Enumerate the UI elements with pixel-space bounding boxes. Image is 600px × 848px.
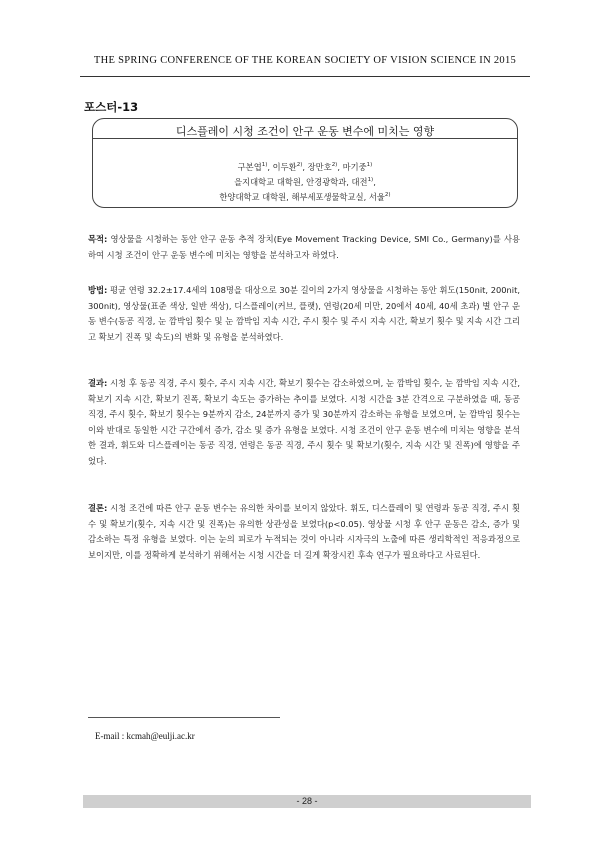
conclusion-section [88, 501, 520, 563]
conference-header: THE SPRING CONFERENCE OF THE KOREAN SOCIETY OF VISION SCIENCE IN 2015 [93, 55, 517, 66]
authors-block [92, 160, 518, 205]
affiliation-1: 을지대학교 대학원, 안경광학과, 대전$^{1)}$, [234, 177, 376, 187]
section-text: 시청 조건에 따른 안구 운동 변수는 유의한 차이를 보이지 않았다. 휘도, 디스플레이 및 연령과 동공 직경, 주시 횟수 및 확보기(횟수, 지속 시간 및 진폭)는 유의한 상관성을 보였다(p<0.05). 영상물 시청 후 안구 운동은 감소, 증가 및 감소하는 특정 유형을 보였다. 이는 눈의 피로가 누적되는 것이 아니라 시자극의 노출에 따른 생리학적인 적응과정으로 보이지만, 이를 정확하게 분석하기 위해서는 시청 시간을 더 길게 확장시킨 후속 연구가 필요하다고 사료된다. [88, 503, 520, 560]
author-sup: 2) [331, 162, 338, 169]
section-label: 방법: [88, 285, 108, 295]
section-label: 목적: [88, 234, 108, 244]
title-divider [92, 138, 518, 139]
author-name: 이두환 [272, 162, 297, 172]
author-name: 마기중 [342, 162, 367, 172]
author-sup: 1) [261, 162, 268, 169]
purpose-section [88, 232, 520, 263]
poster-label: 포스터-13 [84, 100, 139, 114]
header-divider [80, 76, 530, 77]
author-names: 구본엽$^{1)}$, 이두환$^{2)}$, 장만호$^{2)}$, 마기중$^{1)}$ [237, 162, 373, 172]
author-name: 장만호 [307, 162, 332, 172]
author-sup: 1) [366, 162, 373, 169]
section-label: 결과: [88, 378, 108, 388]
page-number: - 28 - [296, 796, 318, 806]
section-text: 영상물을 시청하는 동안 안구 운동 추적 장치(Eye Movement Tracking Device, SMI Co., Germany)를 사용하여 시청 조건이 안구 운동 변수에 미치는 영향을 분석하고자 하였다. [88, 234, 520, 260]
page-footer-bar [83, 795, 531, 808]
author-sup: 2) [296, 162, 303, 169]
affiliation-2: 한양대학교 대학원, 해부세포생물학교실, 서울$^{2)}$ [219, 192, 391, 202]
footnote-email: E-mail : kcmah@eulji.ac.kr [95, 731, 195, 741]
section-text: 시청 후 동공 직경, 주시 횟수, 주시 지속 시간, 확보기 횟수는 감소하였으며, 눈 깜박임 횟수, 눈 깜박임 지속 시간, 확보기 지속 시간, 확보기 진폭, 확보기 속도는 증가하는 추이를 보였다. 시청 시간을 3분 간격으로 구분하였을 때, 동공 직경, 주시 횟수, 확보기 횟수는 9분까지 감소, 24분까지 증가 및 30분까지 감소하는 유형을 보였으며, 눈 깜박임 횟수는 이와 반대로 동일한 시간 구간에서 증가, 감소 및 증가 유형을 보였다. 시청 조건이 안구 운동 변수에 미치는 영향을 분석한 결과, 휘도와 디스플레이는 동공 직경, 연령은 동공 직경, 주시 횟수 및 확보기(횟수, 지속 시간 및 진폭)에 영향을 주었다. [88, 378, 520, 466]
section-label: 결론: [88, 503, 108, 513]
paper-title: 디스플레이 시청 조건이 안구 운동 변수에 미치는 영향 [175, 125, 435, 138]
author-name: 구본엽 [237, 162, 262, 172]
method-section [88, 283, 520, 345]
result-section [88, 376, 520, 469]
section-text: 평균 연령 32.2±17.4세의 108명을 대상으로 30분 길이의 2가지 영상물을 시청하는 동안 휘도(150nit, 200nit, 300nit), 영상물(표준 색상, 일반 색상), 디스플레이(커브, 플랫), 연령(20세 미만, 20에서 40세, 40세 초과) 별 안구 운동 변수(동공 직경, 눈 깜박임 횟수 및 눈 깜박임 지속 시간, 주시 횟수 및 주시 지속 시간, 확보기 횟수 및 지속 시간 그리고 확보기 진폭 및 속도)의 변화 및 유형을 분석하였다. [88, 285, 520, 342]
footnote-divider [88, 717, 280, 718]
